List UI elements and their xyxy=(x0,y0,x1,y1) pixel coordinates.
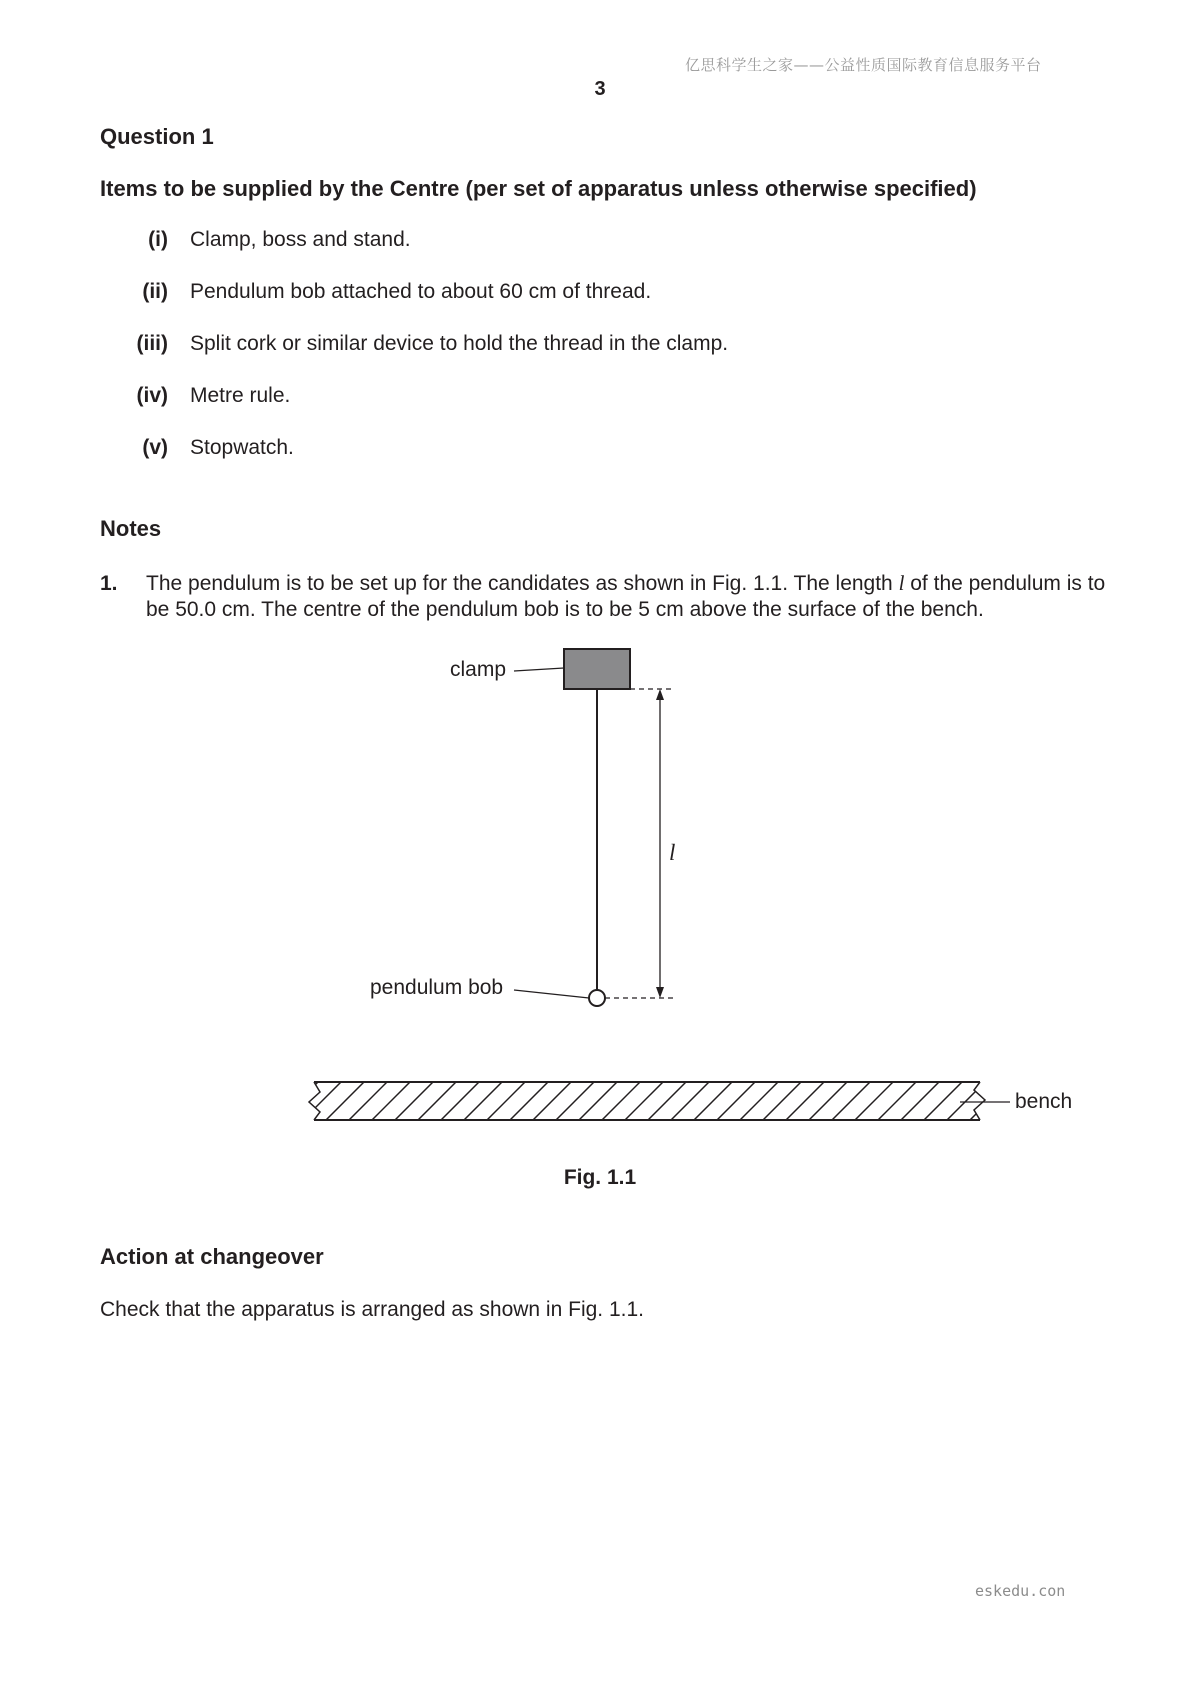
item-number: (i) xyxy=(148,228,168,251)
pendulum-bob xyxy=(589,990,605,1006)
action-text: Check that the apparatus is arranged as shown in Fig. 1.1. xyxy=(100,1298,644,1321)
question-title: Question 1 xyxy=(100,124,214,149)
note-text-part-b: of the pendulum is to be 50.0 cm. The centre of the pendulum bob is to be 5 cm above the surface of the bench. xyxy=(146,572,1106,621)
note-number: 1. xyxy=(100,572,118,595)
notes-heading: Notes xyxy=(100,516,162,541)
footer-watermark: eskedu.con xyxy=(975,1582,1066,1600)
clamp-block xyxy=(564,649,630,689)
item-text: Clamp, boss and stand. xyxy=(190,228,411,251)
figure-caption: Fig. 1.1 xyxy=(563,1166,637,1189)
item-text: Pendulum bob attached to about 60 cm of thread. xyxy=(190,280,652,303)
item-number: (iv) xyxy=(136,384,168,407)
page-number: 3 xyxy=(594,78,606,100)
items-heading: Items to be supplied by the Centre (per set of apparatus unless otherwise specified) xyxy=(100,176,977,201)
item-text: Metre rule. xyxy=(190,384,291,407)
bob-leader-line xyxy=(514,990,589,998)
item-text: Split cork or similar device to hold the thread in the clamp. xyxy=(190,332,729,355)
item-text: Stopwatch. xyxy=(190,436,294,459)
label-pendulum-bob: pendulum bob xyxy=(370,976,504,999)
length-arrowhead-bottom xyxy=(656,987,664,998)
bench-left-break xyxy=(309,1082,320,1120)
item-number: (v) xyxy=(142,436,168,459)
label-length: l xyxy=(669,840,676,865)
item-number: (ii) xyxy=(142,280,168,303)
header-watermark: 亿思科学生之家——公益性质国际教育信息服务平台 xyxy=(685,56,1042,74)
label-bench: bench xyxy=(1015,1090,1073,1113)
length-symbol: l xyxy=(898,571,905,595)
length-arrowhead-top xyxy=(656,689,664,700)
action-heading: Action at changeover xyxy=(100,1244,324,1269)
label-clamp: clamp xyxy=(450,658,507,681)
note-text-part-a: The pendulum is to be set up for the candidates as shown in Fig. 1.1. The length xyxy=(146,572,899,595)
item-number: (iii) xyxy=(136,332,168,355)
clamp-leader-line xyxy=(514,668,564,671)
bench xyxy=(280,1082,1008,1120)
